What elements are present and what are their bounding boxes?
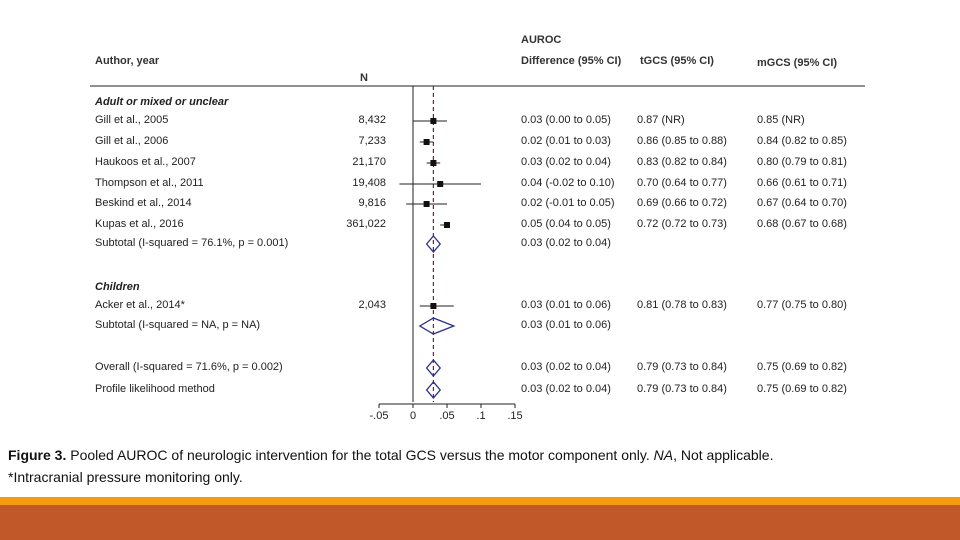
- tgcs-value: 0.79 (0.73 to 0.84): [637, 383, 727, 395]
- point-estimate-marker: [430, 160, 436, 166]
- study-author: Thompson et al., 2011: [95, 177, 204, 189]
- difference-value: 0.03 (0.02 to 0.04): [521, 361, 611, 373]
- x-tick-label: 0: [409, 410, 417, 422]
- study-author: Gill et al., 2006: [95, 135, 169, 147]
- figure-caption: [8, 444, 773, 488]
- caption-label: Figure 3.: [8, 447, 67, 463]
- difference-value: 0.02 (-0.01 to 0.05): [521, 197, 615, 209]
- study-n: 7,233: [358, 135, 386, 147]
- point-estimate-marker: [424, 139, 430, 145]
- x-tick-label: .05: [439, 410, 455, 422]
- pooled-row-label: Overall (I-squared = 71.6%, p = 0.002): [95, 361, 283, 373]
- difference-value: 0.02 (0.01 to 0.03): [521, 135, 611, 147]
- point-estimate-marker: [437, 181, 443, 187]
- caption-italic: NA: [653, 447, 674, 463]
- auroc-header: AUROC: [521, 34, 562, 46]
- mgcs-value: 0.68 (0.67 to 0.68): [757, 218, 847, 230]
- difference-value: 0.03 (0.02 to 0.04): [521, 156, 611, 168]
- study-n: 361,022: [346, 218, 386, 230]
- mgcs-value: 0.80 (0.79 to 0.81): [757, 156, 847, 168]
- study-author: Acker et al., 2014*: [95, 299, 185, 311]
- tgcs-value: 0.79 (0.73 to 0.84): [637, 361, 727, 373]
- group-label-adult: Adult or mixed or unclear: [95, 96, 229, 108]
- difference-value: 0.03 (0.02 to 0.04): [521, 237, 611, 249]
- difference-value: 0.05 (0.04 to 0.05): [521, 218, 611, 230]
- tgcs-value: 0.83 (0.82 to 0.84): [637, 156, 727, 168]
- caption-footnote: *Intracranial pressure monitoring only.: [8, 469, 243, 485]
- tgcs-value: 0.69 (0.66 to 0.72): [637, 197, 727, 209]
- pooled-diamond: [420, 318, 454, 334]
- tgcs-value: 0.72 (0.72 to 0.73): [637, 218, 727, 230]
- accent-bar-rust: [0, 505, 960, 540]
- difference-value: 0.03 (0.01 to 0.06): [521, 319, 611, 331]
- tgcs-value: 0.70 (0.64 to 0.77): [637, 177, 727, 189]
- group-label-children: Children: [95, 281, 140, 293]
- study-author: Kupas et al., 2016: [95, 218, 184, 230]
- study-author: Gill et al., 2005: [95, 114, 169, 126]
- mgcs-value: 0.84 (0.82 to 0.85): [757, 135, 847, 147]
- pooled-row-label: Subtotal (I-squared = 76.1%, p = 0.001): [95, 237, 289, 249]
- point-estimate-marker: [424, 201, 430, 207]
- mgcs-value: 0.75 (0.69 to 0.82): [757, 361, 847, 373]
- accent-bar-orange: [0, 497, 960, 505]
- mgcs-value: 0.77 (0.75 to 0.80): [757, 299, 847, 311]
- difference-column-header: Difference (95% CI): [521, 55, 622, 67]
- x-tick-label: -.05: [369, 410, 389, 422]
- study-n: 2,043: [358, 299, 386, 311]
- tgcs-column-header: tGCS (95% CI): [640, 55, 714, 67]
- study-n: 21,170: [352, 156, 386, 168]
- x-tick-label: .15: [507, 410, 523, 422]
- pooled-row-label: Subtotal (I-squared = NA, p = NA): [95, 319, 261, 331]
- point-estimate-marker: [444, 222, 450, 228]
- difference-value: 0.03 (0.02 to 0.04): [521, 383, 611, 395]
- mgcs-value: 0.85 (NR): [757, 114, 805, 126]
- study-n: 9,816: [358, 197, 386, 209]
- tgcs-value: 0.87 (NR): [637, 114, 685, 126]
- mgcs-value: 0.67 (0.64 to 0.70): [757, 197, 847, 209]
- difference-value: 0.03 (0.00 to 0.05): [521, 114, 611, 126]
- pooled-row-label: Profile likelihood method: [95, 383, 215, 395]
- study-author: Haukoos et al., 2007: [95, 156, 196, 168]
- point-estimate-marker: [430, 303, 436, 309]
- study-n: 8,432: [358, 114, 386, 126]
- mgcs-value: 0.75 (0.69 to 0.82): [757, 383, 847, 395]
- x-tick-label: .1: [476, 410, 486, 422]
- n-column-header: N: [360, 72, 368, 84]
- tgcs-value: 0.81 (0.78 to 0.83): [637, 299, 727, 311]
- caption-text: Pooled AUROC of neurologic intervention for the total GCS versus the motor component only.: [66, 447, 654, 463]
- tgcs-value: 0.86 (0.85 to 0.88): [637, 135, 727, 147]
- caption-text-end: , Not applicable.: [673, 447, 774, 463]
- author-column-header: Author, year: [95, 55, 160, 67]
- mgcs-value: 0.66 (0.61 to 0.71): [757, 177, 847, 189]
- difference-value: 0.03 (0.01 to 0.06): [521, 299, 611, 311]
- difference-value: 0.04 (-0.02 to 0.10): [521, 177, 615, 189]
- mgcs-column-header: mGCS (95% CI): [757, 57, 838, 69]
- point-estimate-marker: [430, 118, 436, 124]
- study-n: 19,408: [352, 177, 386, 189]
- study-author: Beskind et al., 2014: [95, 197, 192, 209]
